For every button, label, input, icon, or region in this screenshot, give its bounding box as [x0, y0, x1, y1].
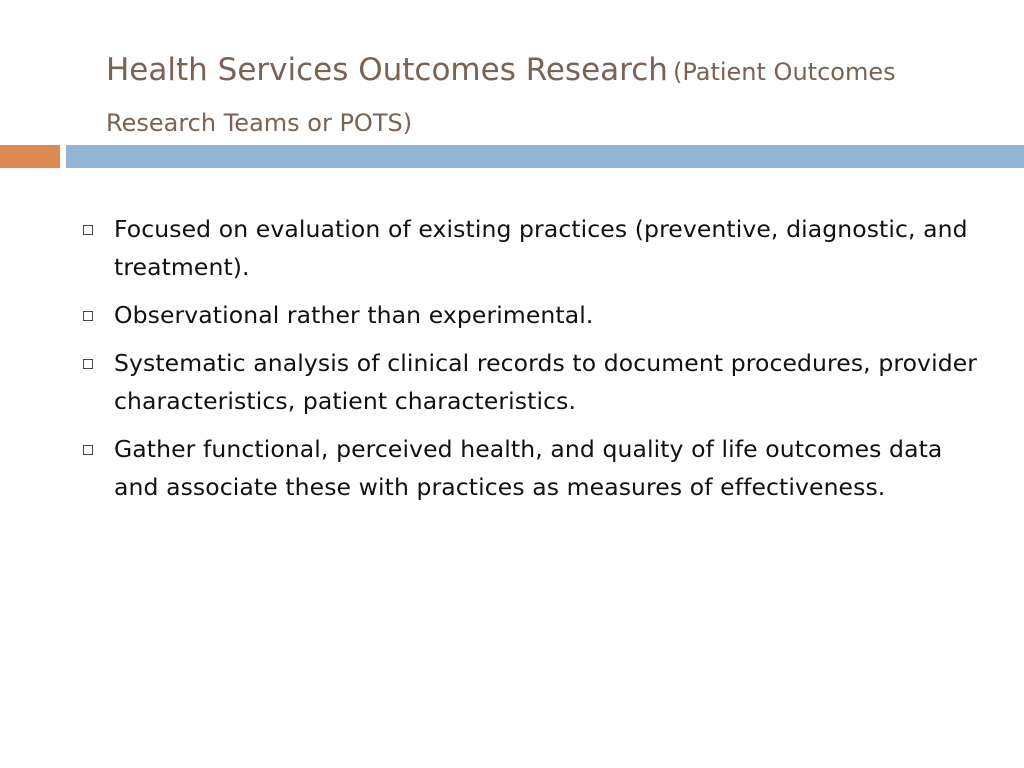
bullet-text: Systematic analysis of clinical records to document procedures, provider characteristics, patient characteristics.	[114, 349, 978, 415]
slide-title-subtitle: (Patient Outcomes Research Teams or POTS)	[106, 58, 896, 137]
bullet-text: Observational rather than experimental.	[114, 301, 594, 329]
accent-bar-orange	[0, 145, 60, 168]
bullet-item	[78, 210, 978, 286]
bullet-text: Gather functional, perceived health, and quality of life outcomes data and associate these with practices as measures of effectiveness.	[114, 435, 943, 501]
square-bullet-icon	[83, 359, 93, 369]
square-bullet-icon	[83, 225, 93, 235]
slide-title	[106, 46, 966, 150]
bullet-text: Focused on evaluation of existing practices (preventive, diagnostic, and treatment).	[114, 215, 968, 281]
bullet-item	[78, 430, 978, 506]
slide-title-main: Health Services Outcomes Research	[106, 52, 668, 88]
bullet-item	[78, 296, 978, 334]
bullet-list	[78, 210, 978, 516]
bullet-item	[78, 344, 978, 420]
square-bullet-icon	[83, 445, 93, 455]
accent-bar-blue	[66, 145, 1024, 168]
square-bullet-icon	[83, 311, 93, 321]
